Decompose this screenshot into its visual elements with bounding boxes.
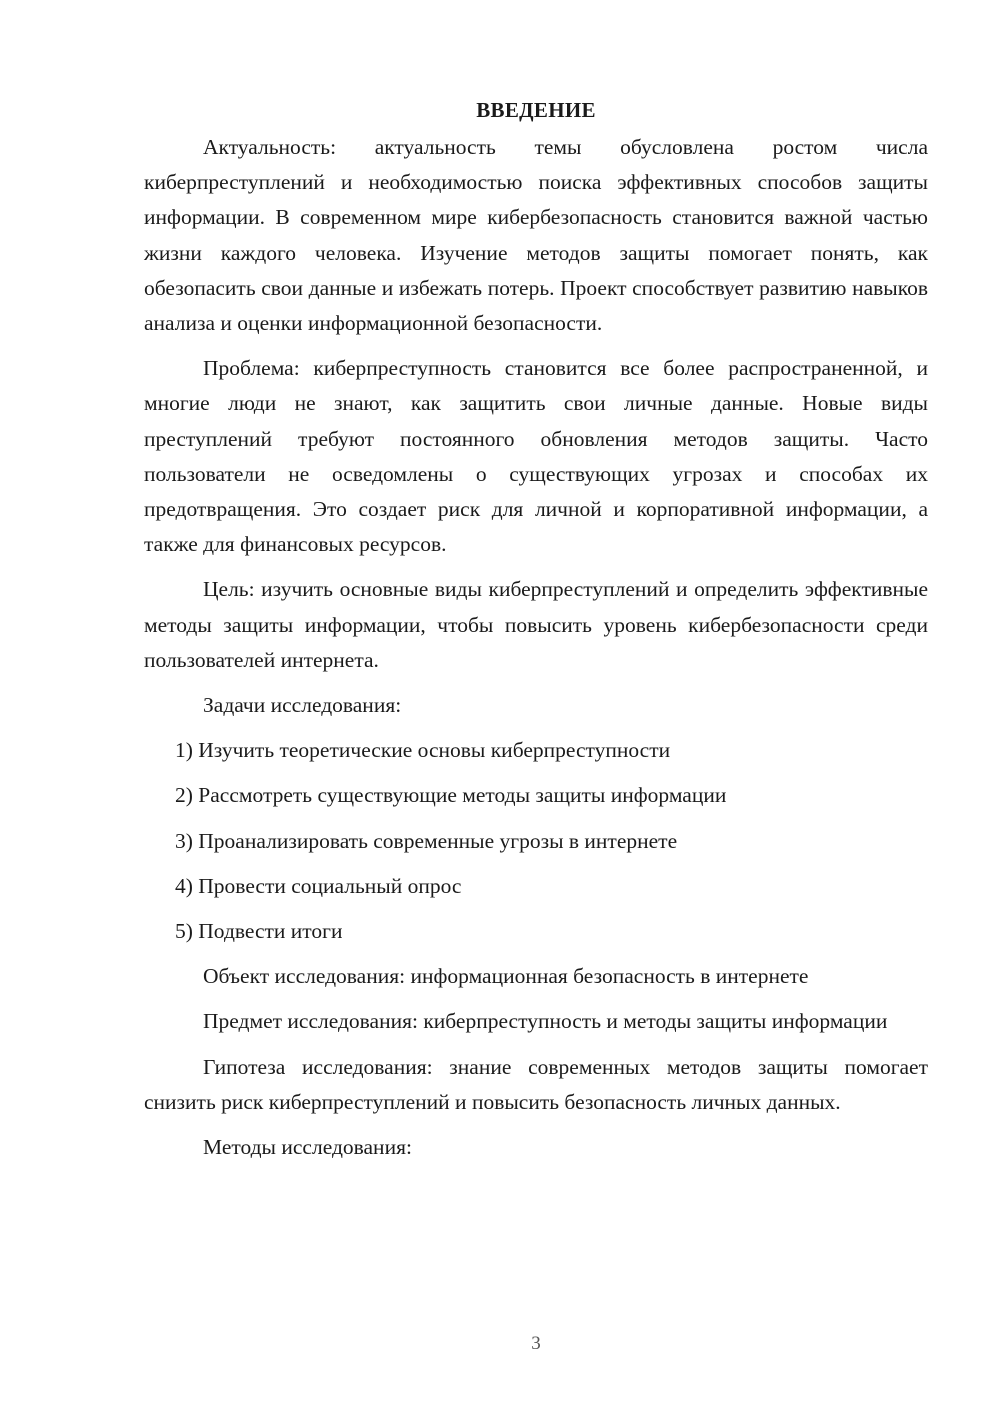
page-number: 3 — [531, 1333, 541, 1354]
subject-paragraph: Предмет исследования: киберпреступность и методы защиты информации — [203, 1009, 888, 1034]
list-item: 3) Проанализировать современные угрозы в интернете — [175, 828, 678, 853]
list-item: 2) Рассмотреть существующие методы защиты информации — [175, 783, 727, 808]
section-title: ВВЕДЕНИЕ — [476, 98, 596, 122]
hypothesis-paragraph: Гипотеза исследования: знание современных методов защиты помогает снизить риск киберпреступлений и повысить безопасность личных данных. — [144, 1054, 928, 1114]
list-item: 5) Подвести итоги — [175, 919, 343, 944]
problem-paragraph: Проблема: киберпреступность становится все более распространенной, и многие люди не знают, как защитить свои личные данные. Новые виды преступлений требуют постоянного обновления методов защиты. Часто пользователи не осведомлены о существующих угрозах и способах их предотвращения. Это создает риск для личной и корпоративной информации, а также для финансовых ресурсов. — [144, 356, 928, 557]
list-item: 4) Провести социальный опрос — [175, 873, 462, 898]
relevance-paragraph: Актуальность: актуальность темы обусловлена ростом числа киберпреступлений и необходимостью поиска эффективных способов защиты информации. В современном мире кибербезопасность становится важной частью жизни каждого человека. Изучение методов защиты помогает понять, как обезопасить свои данные и избежать потерь. Проект способствует развитию навыков анализа и оценки информационной безопасности. — [144, 135, 928, 336]
methods-heading: Методы исследования: — [203, 1135, 412, 1160]
page-content — [144, 92, 928, 1175]
list-item: 1) Изучить теоретические основы киберпреступности — [175, 738, 671, 763]
tasks-list — [144, 733, 928, 949]
object-paragraph: Объект исследования: информационная безопасность в интернете — [203, 964, 809, 989]
tasks-heading: Задачи исследования: — [203, 693, 402, 718]
goal-paragraph: Цель: изучить основные виды киберпреступлений и определить эффективные методы защиты информации, чтобы повысить уровень кибербезопасности среди пользователей интернета. — [144, 577, 928, 672]
